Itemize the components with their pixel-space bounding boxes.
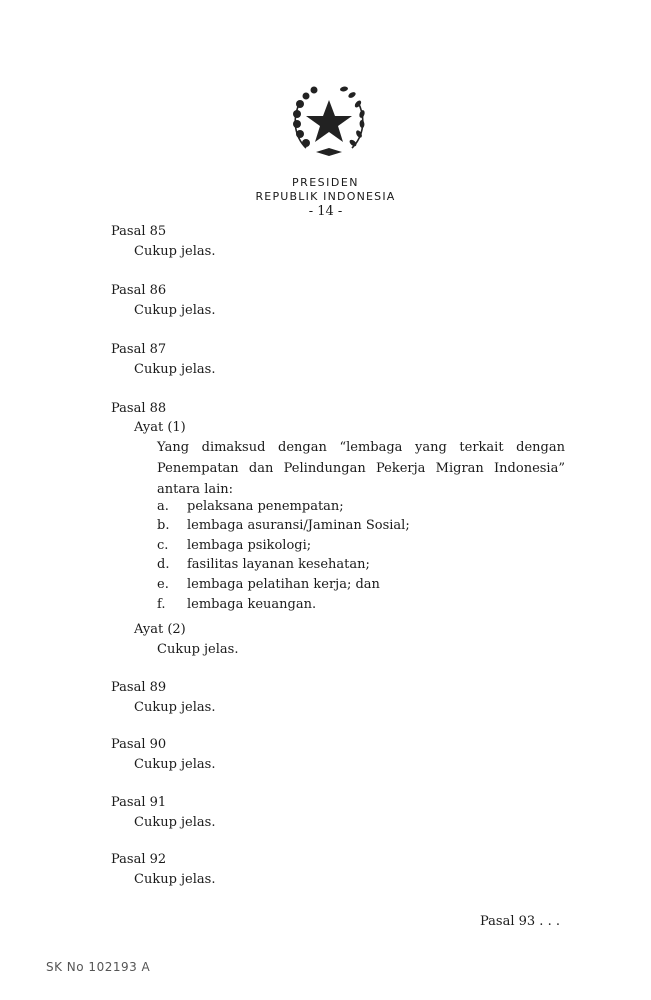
ayat-label: Ayat (1) <box>134 420 186 435</box>
section-body: Cukup jelas. <box>134 244 216 259</box>
section-body: Cukup jelas. <box>134 815 216 830</box>
list-item-letter: f. <box>157 597 166 612</box>
list-item-letter: c. <box>157 538 169 553</box>
document-code: SK No 102193 A <box>46 960 151 974</box>
section-title: Pasal 90 <box>111 737 167 752</box>
list-item-letter: b. <box>157 518 170 533</box>
section-title: Pasal 89 <box>111 680 167 695</box>
garuda-star-wreath-emblem-icon <box>286 78 372 164</box>
section-body: Cukup jelas. <box>134 303 216 318</box>
header-subtitle: REPUBLIK INDONESIA <box>255 190 396 203</box>
section-body: Cukup jelas. <box>134 700 216 715</box>
next-page-reference: Pasal 93 . . . <box>480 914 560 929</box>
ayat-label: Ayat (2) <box>134 622 186 637</box>
list-item-text: lembaga psikologi; <box>187 538 312 553</box>
section-title: Pasal 85 <box>111 224 167 239</box>
section-title: Pasal 91 <box>111 795 167 810</box>
list-item-text: fasilitas layanan kesehatan; <box>187 557 370 572</box>
list-item-text: lembaga asuransi/Jaminan Sosial; <box>187 518 410 533</box>
list-item-text: lembaga keuangan. <box>187 597 317 612</box>
list-item-letter: a. <box>157 499 169 514</box>
section-title: Pasal 92 <box>111 852 167 867</box>
ayat-intro-paragraph: Yang dimaksud dengan “lembaga yang terkait dengan Penempatan dan Pelindungan Pekerja Migran Indonesia” antara lain: <box>157 440 565 497</box>
list-item-text: pelaksana penempatan; <box>187 499 344 514</box>
list-item-text: lembaga pelatihan kerja; dan <box>187 577 380 592</box>
header-title: PRESIDEN <box>291 176 360 189</box>
section-body: Cukup jelas. <box>134 757 216 772</box>
section-title: Pasal 88 <box>111 401 167 416</box>
section-title: Pasal 87 <box>111 342 167 357</box>
list-item-letter: d. <box>157 557 170 572</box>
section-body: Cukup jelas. <box>134 362 216 377</box>
list-item-letter: e. <box>157 577 169 592</box>
section-body: Cukup jelas. <box>134 872 216 887</box>
section-title: Pasal 86 <box>111 283 167 298</box>
section-body: Cukup jelas. <box>157 642 239 657</box>
page-number: - 14 - <box>308 204 343 219</box>
